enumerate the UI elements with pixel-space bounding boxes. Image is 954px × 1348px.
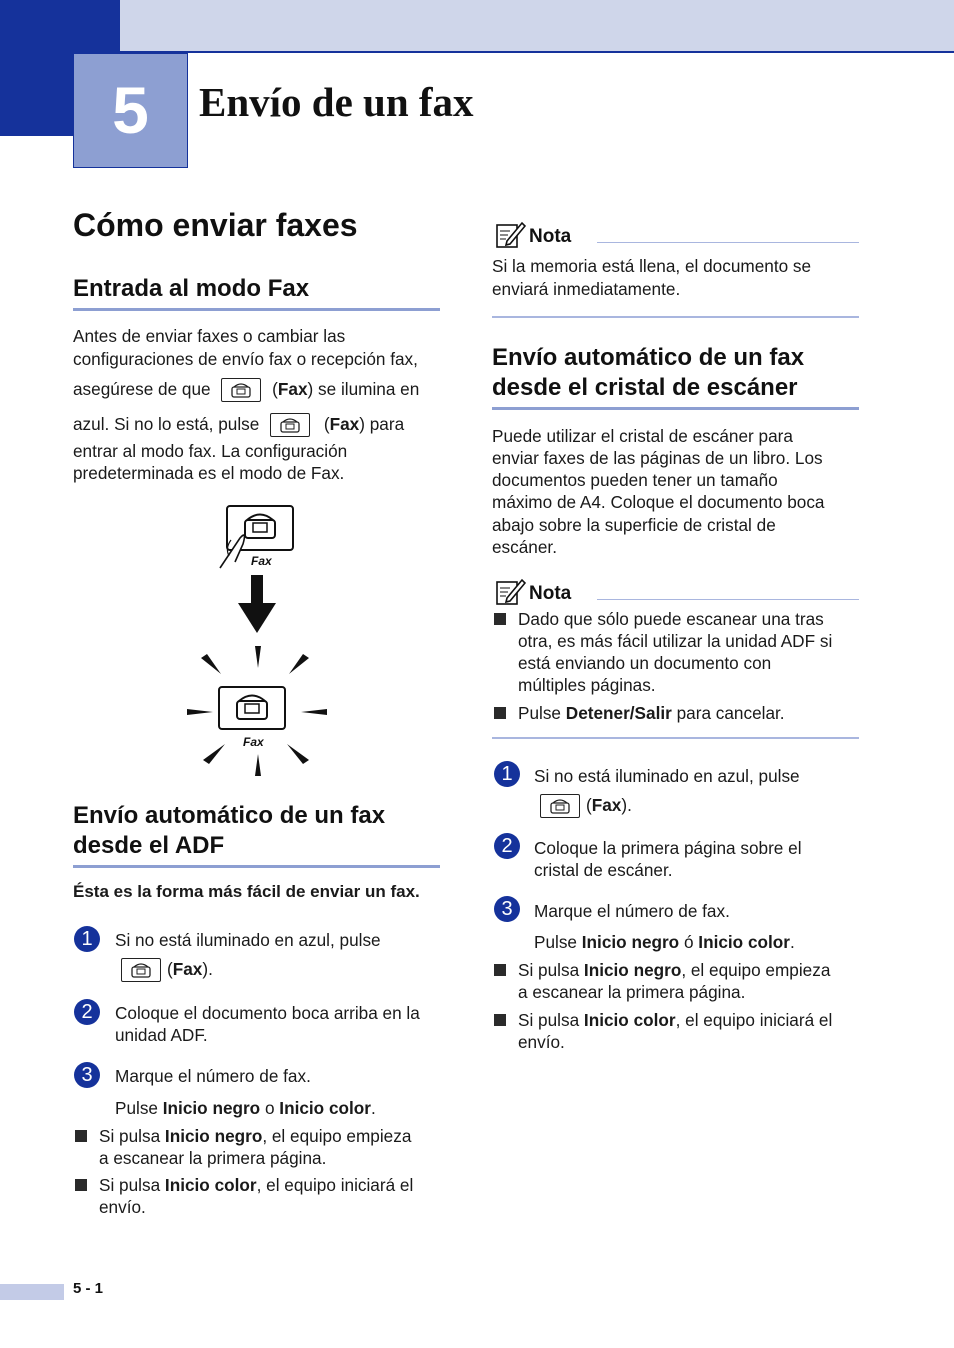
text-span: , el equipo iniciará el	[675, 1010, 833, 1030]
section-rule	[73, 865, 440, 868]
paragraph-line: Antes de enviar faxes o cambiar las	[73, 326, 346, 346]
paragraph-line: predeterminada es el modo de Fax.	[73, 463, 345, 483]
step-text: Marque el número de fax.	[534, 901, 730, 921]
bullet-text	[518, 702, 785, 725]
fax-word: Fax	[591, 795, 622, 815]
step-text: Marque el número de fax.	[115, 1066, 311, 1086]
section-heading-fax-mode: Entrada al modo Fax	[73, 275, 310, 302]
text-span: (	[586, 795, 592, 815]
bullet-text: envío.	[518, 1032, 565, 1052]
bullet-text	[99, 1174, 413, 1197]
figure-label: Fax	[243, 735, 264, 749]
bullet-square-icon	[75, 1179, 87, 1191]
bullet-square-icon	[75, 1130, 87, 1142]
text-span: ).	[202, 959, 213, 979]
bullet-text: múltiples páginas.	[518, 675, 656, 695]
step-press-line	[115, 1097, 376, 1120]
key-name: Inicio negro	[583, 960, 682, 980]
key-name: Inicio color	[583, 1010, 676, 1030]
bullet-text: otra, es más fácil utilizar la unidad ADF si	[518, 631, 833, 651]
heading-line: Envío automático de un fax	[492, 344, 805, 371]
chapter-number: 5	[73, 53, 188, 168]
text-span: (	[167, 959, 173, 979]
bullet-text	[99, 1125, 411, 1148]
paragraph-line: documentos pueden tener un tamaño	[492, 470, 778, 490]
main-title: Cómo enviar faxes	[73, 207, 358, 243]
step-number-icon: 3	[494, 896, 520, 922]
text-span: , el equipo empieza	[681, 960, 831, 980]
fax-key-icon	[221, 378, 261, 402]
text-span: Pulse	[518, 703, 566, 723]
text-span: Si pulsa	[99, 1126, 165, 1146]
step-number-icon: 3	[74, 1062, 100, 1088]
text-span: ) se ilumina en	[307, 379, 420, 399]
text-span: Si pulsa	[518, 1010, 584, 1030]
text-span: Si pulsa	[99, 1175, 165, 1195]
bullet-text	[518, 1009, 832, 1032]
text-span: Pulse	[115, 1098, 163, 1118]
paragraph-line: abajo sobre la superficie de cristal de	[492, 515, 776, 535]
bullet-square-icon	[494, 707, 506, 719]
fax-word: Fax	[329, 414, 360, 434]
paragraph-line-with-icon	[73, 413, 404, 437]
text-span: .	[789, 932, 795, 952]
text-span: Si pulsa	[518, 960, 584, 980]
fax-key-icon	[270, 413, 310, 437]
step-text: Si no está iluminado en azul, pulse	[534, 766, 800, 786]
bullet-text: envío.	[99, 1197, 146, 1217]
key-name: Inicio negro	[162, 1098, 261, 1118]
bullet-text: a escanear la primera página.	[518, 982, 746, 1002]
step-number-icon: 2	[494, 833, 520, 859]
step-number-icon: 1	[74, 926, 100, 952]
bullet-text	[518, 959, 830, 982]
paragraph-line: Puede utilizar el cristal de escáner para	[492, 426, 793, 446]
page-number-bar	[0, 1284, 64, 1300]
fax-key-icon	[121, 958, 161, 982]
text-span: para cancelar.	[671, 703, 785, 723]
step-number-icon: 2	[74, 999, 100, 1025]
text-span: ).	[621, 795, 632, 815]
nota-text: enviará inmediatamente.	[492, 279, 681, 299]
section-rule	[492, 407, 859, 410]
text-span: ó	[679, 932, 699, 952]
nota-pencil-icon	[494, 219, 526, 256]
nota-label: Nota	[529, 226, 572, 247]
section-rule	[73, 308, 440, 311]
nota-rule	[597, 599, 859, 600]
section-heading-adf	[73, 801, 443, 861]
bullet-text: Dado que sólo puede escanear una tras	[518, 609, 824, 629]
paragraph-line: configuraciones de envío fax o recepción fax,	[73, 349, 418, 369]
heading-line: Envío automático de un fax	[73, 802, 386, 829]
nota-rule	[597, 242, 859, 243]
section-intro: Ésta es la forma más fácil de enviar un fax.	[73, 882, 420, 901]
key-name: Inicio color	[698, 932, 790, 952]
figure-label: Fax	[251, 554, 272, 568]
bullet-square-icon	[494, 964, 506, 976]
key-name: Inicio color	[164, 1175, 257, 1195]
step-fax-line	[540, 794, 632, 818]
step-press-line	[534, 931, 795, 954]
text-span: (	[272, 379, 278, 399]
bullet-square-icon	[494, 1014, 506, 1026]
text-span: (	[323, 414, 330, 434]
step-text: cristal de escáner.	[534, 860, 673, 880]
step-number-icon: 1	[494, 761, 520, 787]
step-text: unidad ADF.	[115, 1025, 208, 1045]
paragraph-line: enviar faxes de las páginas de un libro. Los	[492, 448, 823, 468]
page-number: 5 - 1	[73, 1280, 104, 1297]
fax-word: Fax	[277, 379, 308, 399]
text-span: ) para	[359, 414, 405, 434]
header-band	[0, 0, 954, 52]
section-heading-scanner-glass	[492, 343, 872, 403]
text-span: asegúrese de que	[73, 379, 211, 399]
heading-line: desde el cristal de escáner	[492, 374, 798, 401]
chapter-title: Envío de un fax	[199, 79, 474, 125]
nota-end-rule	[492, 737, 859, 739]
text-span: azul. Si no lo está, pulse	[73, 414, 260, 434]
key-name: Detener/Salir	[565, 703, 672, 723]
paragraph-line: máximo de A4. Coloque el documento boca	[492, 492, 825, 512]
text-span: , el equipo iniciará el	[256, 1175, 414, 1195]
fax-key-icon	[540, 794, 580, 818]
key-name: Inicio color	[279, 1098, 371, 1118]
paragraph-line: escáner.	[492, 537, 557, 557]
paragraph-line-with-icon	[73, 378, 419, 402]
heading-line: desde el ADF	[73, 832, 225, 859]
bullet-square-icon	[494, 613, 506, 625]
text-span: o	[260, 1098, 280, 1118]
nota-text: Si la memoria está llena, el documento se	[492, 256, 812, 276]
bullet-text: está enviando un documento con	[518, 653, 772, 673]
step-text: Coloque la primera página sobre el	[534, 838, 802, 858]
bullet-text: a escanear la primera página.	[99, 1148, 327, 1168]
fax-word: Fax	[172, 959, 203, 979]
down-arrow-icon	[236, 575, 278, 640]
header-rule	[120, 51, 954, 53]
text-span: .	[370, 1098, 376, 1118]
key-name: Inicio negro	[581, 932, 680, 952]
step-text: Si no está iluminado en azul, pulse	[115, 930, 381, 950]
text-span: , el equipo empieza	[262, 1126, 412, 1146]
nota-label: Nota	[529, 583, 572, 604]
light-rays-icon	[185, 640, 330, 785]
step-text: Coloque el documento boca arriba en la	[115, 1003, 420, 1023]
key-name: Inicio negro	[164, 1126, 263, 1146]
nota-end-rule	[492, 316, 859, 318]
text-span: Pulse	[534, 932, 582, 952]
paragraph-line: entrar al modo fax. La configuración	[73, 441, 348, 461]
step-fax-line	[121, 958, 213, 982]
